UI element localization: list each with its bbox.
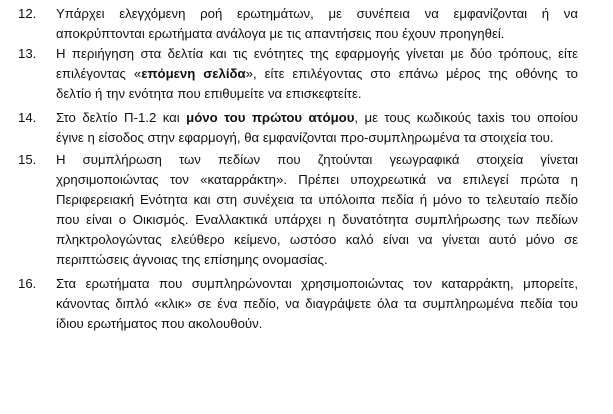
- list-item-number: 12.: [18, 6, 37, 21]
- list-item-number: 14.: [18, 110, 37, 125]
- list-item-number: 15.: [18, 152, 37, 167]
- paragraph-line: [56, 64, 578, 84]
- paragraph-line: Περιφερειακή Ενότητα και στη συνέχεια τα υπόλοιπα πεδία ή μόνο το τελευταίο πεδίο: [56, 192, 578, 207]
- paragraph-line: δελτίο ή την ενότητα που επιθυμείτε να επισκεφτείτε.: [56, 86, 362, 101]
- list-item-number: 16.: [18, 276, 37, 291]
- text-segment: , με τους κωδικούς taxis του οποίου: [354, 110, 578, 125]
- paragraph-line: Στα ερωτήματα που συμπληρώνονται χρησιμοποιώντας τον καταρράκτη, μπορείτε,: [56, 276, 578, 291]
- emphasized-text: μόνο του πρώτου ατόμου: [186, 110, 355, 125]
- emphasized-text: επόμενη σελίδα: [141, 66, 246, 81]
- paragraph-line: ίδιου ερωτήματος που ακολουθούν.: [56, 316, 263, 331]
- paragraph-line: αποκρύπτονται ερωτήματα ανάλογα με τις απαντήσεις που έχουν προηγηθεί.: [56, 26, 505, 41]
- paragraph-line: που είναι ο Οικισμός. Εναλλακτικά υπάρχει η δυνατότητα συμπλήρωσης των πεδίων: [56, 212, 578, 227]
- text-segment: », είτε επιλέγοντας στο επάνω μέρος της οθόνης το: [245, 66, 578, 81]
- paragraph-line: περιπτώσεις άγνοιας της επίσημης ονομασίας.: [56, 252, 328, 267]
- paragraph-line: χρησιμοποιώντας τον «καταρράκτη». Πρέπει υποχρεωτικά να επιλεγεί πρώτα η: [56, 172, 578, 187]
- paragraph-line: Υπάρχει ελεγχόμενη ροή ερωτημάτων, με συνέπεια να εμφανίζονται ή να: [56, 6, 578, 21]
- paragraph-line: Η συμπλήρωση των πεδίων που ζητούνται γεωγραφικά στοιχεία γίνεται: [56, 152, 578, 167]
- list-item-number: 13.: [18, 46, 37, 61]
- text-segment: επιλέγοντας «: [56, 66, 142, 81]
- paragraph-line: έγινε η είσοδος στην εφαρμογή, θα εμφανίζονται προ-συμπληρωμένα τα στοιχεία του.: [56, 130, 554, 145]
- paragraph-line: κάνοντας διπλό «κλικ» σε ένα πεδίο, να διαγράψετε όλα τα συμπληρωμένα πεδία του: [56, 296, 578, 311]
- paragraph-line: πληκτρολογώντας ελεύθερο κείμενο, ωστόσο καλό είναι να γίνεται αυτό μόνο σε: [56, 232, 578, 247]
- paragraph-line: [56, 108, 578, 128]
- text-segment: Στο δελτίο Π-1.2 και: [56, 110, 187, 125]
- paragraph-line: Η περιήγηση στα δελτία και τις ενότητες της εφαρμογής γίνεται με δύο τρόπους, είτε: [56, 46, 578, 61]
